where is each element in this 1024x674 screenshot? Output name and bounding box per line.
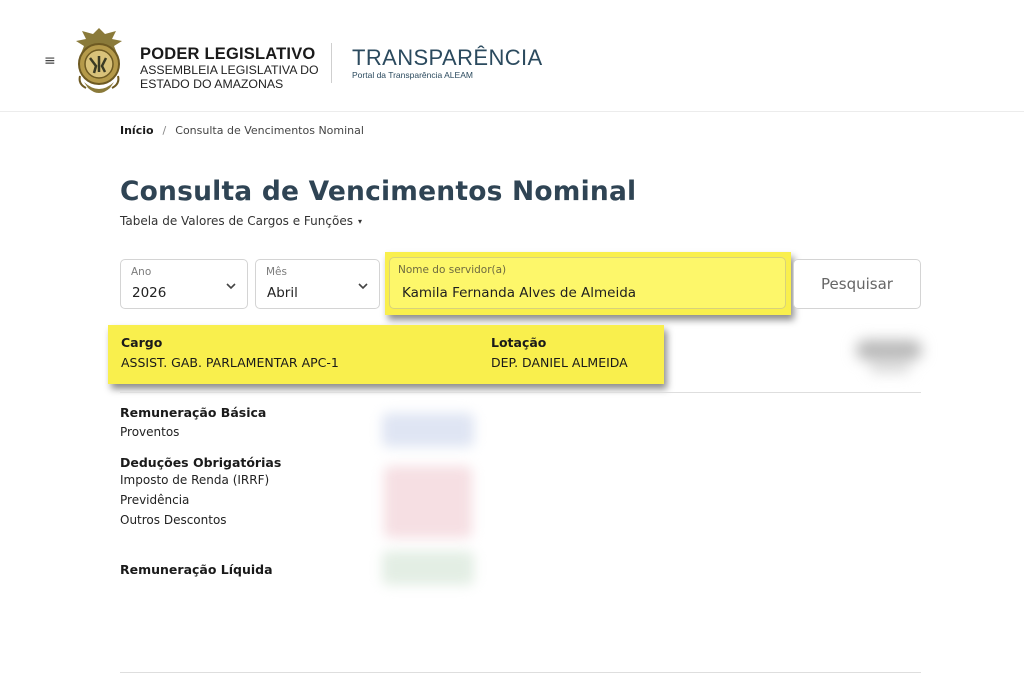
blurred-status-badge	[846, 332, 936, 380]
brand-line-2: ESTADO DO AMAZONAS	[140, 76, 284, 91]
irrf-label: Imposto de Renda (IRRF)	[120, 473, 270, 487]
year-label: Ano	[131, 266, 152, 278]
year-select[interactable]	[120, 259, 248, 309]
header-divider	[331, 43, 332, 83]
employee-name-input[interactable]	[389, 257, 786, 309]
brand-block	[140, 46, 319, 91]
year-value: 2026	[132, 285, 167, 301]
breadcrumb	[120, 124, 364, 137]
top-header	[0, 0, 1024, 112]
basic-pay-heading: Remuneração Básica	[120, 405, 267, 420]
month-label: Mês	[266, 266, 287, 278]
search-button[interactable]: Pesquisar	[793, 259, 921, 309]
month-value: Abril	[267, 285, 298, 301]
section-divider	[120, 392, 921, 393]
deductions-heading: Deduções Obrigatórias	[120, 455, 282, 470]
blurred-proventos-value	[382, 413, 474, 447]
portal-subtitle: Portal da Transparência ALEAM	[352, 70, 473, 80]
outros-descontos-label: Outros Descontos	[120, 513, 227, 527]
portal-title: TRANSPARÊNCIA	[352, 45, 543, 70]
lotacao-label: Lotação	[491, 335, 547, 350]
cargo-value: ASSIST. GAB. PARLAMENTAR APC-1	[121, 355, 339, 370]
breadcrumb-separator: /	[162, 124, 167, 137]
month-select[interactable]	[255, 259, 380, 309]
portal-block[interactable]	[352, 46, 543, 80]
net-pay-heading: Remuneração Líquida	[120, 562, 273, 577]
brand-line-1: ASSEMBLEIA LEGISLATIVA DO	[140, 62, 319, 77]
chevron-down-icon	[357, 280, 369, 292]
lotacao-value: DEP. DANIEL ALMEIDA	[491, 355, 628, 370]
footer-divider	[120, 672, 921, 673]
employee-name-label: Nome do servidor(a)	[398, 264, 507, 276]
breadcrumb-home-link[interactable]: Início	[120, 124, 154, 137]
previdencia-label: Previdência	[120, 493, 190, 507]
brand-title: PODER LEGISLATIVO	[140, 45, 316, 63]
blurred-deductions-values	[384, 466, 472, 538]
breadcrumb-current: Consulta de Vencimentos Nominal	[175, 124, 364, 137]
proventos-label: Proventos	[120, 425, 180, 439]
page-title: Consulta de Vencimentos Nominal	[120, 176, 637, 207]
cargo-label: Cargo	[121, 335, 163, 350]
chevron-down-icon	[225, 280, 237, 292]
salary-table-dropdown[interactable]	[120, 214, 362, 228]
caret-down-icon: ▾	[357, 217, 362, 226]
hamburger-icon[interactable]: ≡	[44, 53, 56, 69]
employee-name-value: Kamila Fernanda Alves de Almeida	[402, 285, 637, 301]
blurred-net-value	[382, 551, 474, 585]
coat-of-arms-icon	[72, 26, 126, 98]
salary-table-dropdown-label: Tabela de Valores de Cargos e Funções	[120, 214, 353, 228]
